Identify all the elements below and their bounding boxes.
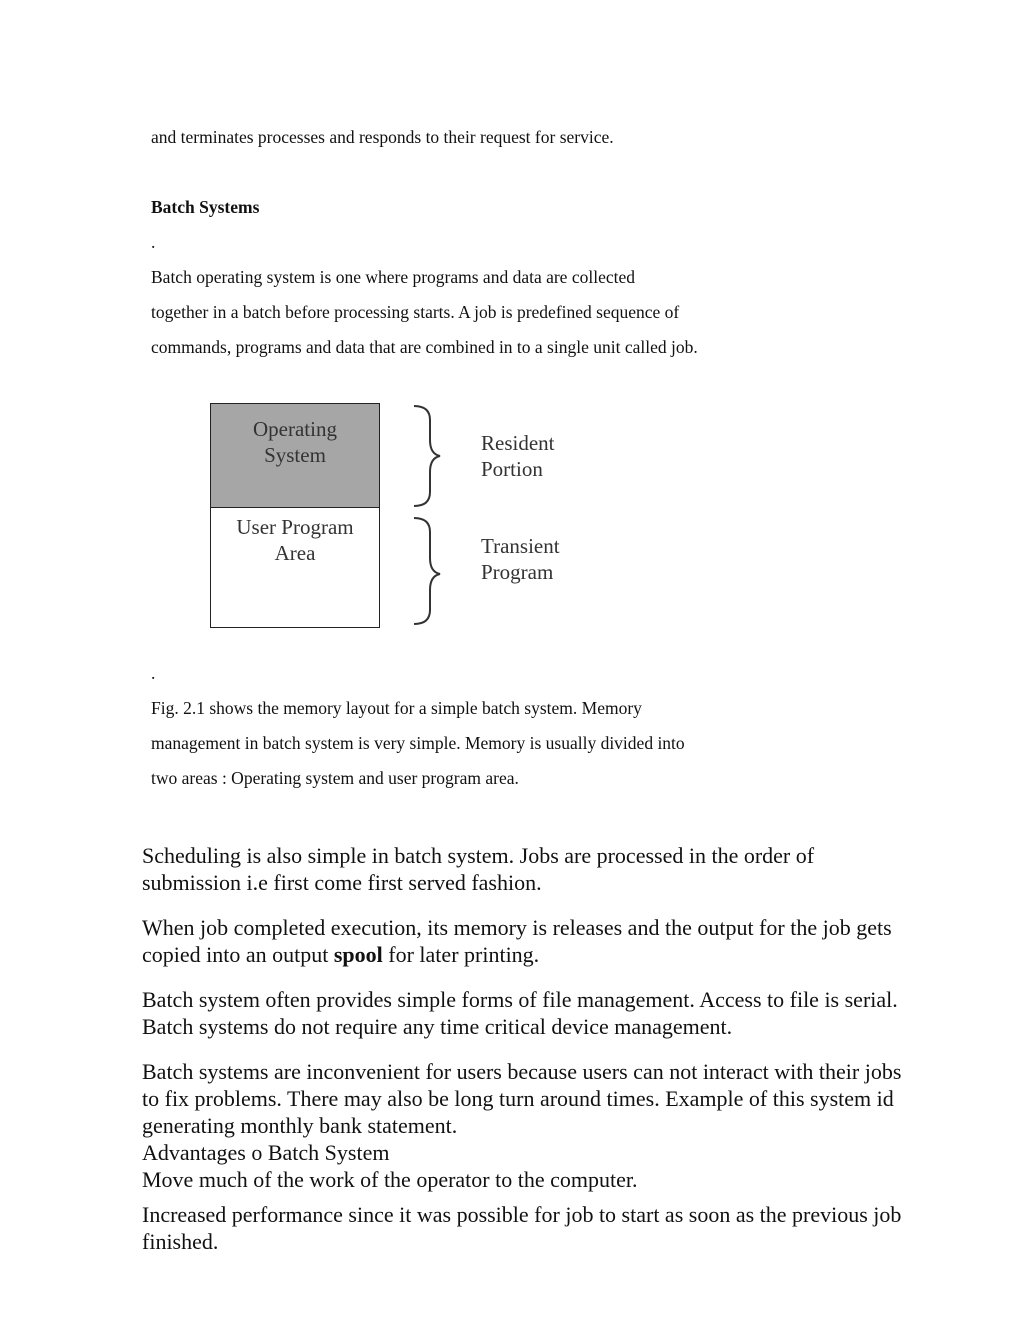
dot-separator: . xyxy=(151,663,156,683)
memory-layout-diagram xyxy=(205,398,585,636)
brace-icons xyxy=(410,398,450,636)
operating-system-label: Operating System xyxy=(253,417,337,467)
paragraph-line: Batch operating system is one where programs and data are collected xyxy=(151,267,635,287)
dot-separator: . xyxy=(151,232,156,252)
figure-description-line: Fig. 2.1 shows the memory layout for a simple batch system. Memory xyxy=(151,698,642,718)
inconvenience-paragraph: Batch systems are inconvenient for users because users can not interact with their jobs to fix problems. There may also be long turn around times. Example of this system id generating monthly bank statement. xyxy=(142,1059,902,1138)
file-management-paragraph: Batch system often provides simple forms of file management. Access to file is serial. Batch systems do not require any time critical device management. xyxy=(142,987,898,1039)
advantages-heading: Advantages o Batch System xyxy=(142,1140,390,1165)
user-program-area-block xyxy=(210,507,380,628)
figure-description-line: management in batch system is very simple. Memory is usually divided into xyxy=(151,733,685,753)
transient-program-label: Transient Program xyxy=(481,534,560,584)
transient-brace-icon xyxy=(414,518,440,624)
operating-system-block xyxy=(210,403,380,507)
scheduling-paragraph: Scheduling is also simple in batch system. Jobs are processed in the order of submission i.e first come first served fashion. xyxy=(142,843,815,895)
paragraph-line: together in a batch before processing starts. A job is predefined sequence of xyxy=(151,302,680,322)
advantage-item: Move much of the work of the operator to the computer. xyxy=(142,1167,638,1192)
figure-description-line: two areas : Operating system and user program area. xyxy=(151,768,519,788)
spool-paragraph xyxy=(142,914,902,968)
spool-term: spool xyxy=(333,942,383,967)
spool-text-after: for later printing. xyxy=(382,942,540,967)
spool-text-before: When job completed execution, its memory is releases and the output for the job gets copied into an output xyxy=(142,915,892,967)
resident-portion-label: Resident Portion xyxy=(481,431,555,481)
paragraph-line: commands, programs and data that are combined in to a single unit called job. xyxy=(151,337,698,357)
user-program-area-label: User Program Area xyxy=(236,515,354,565)
resident-brace-icon xyxy=(414,406,440,506)
intro-line: and terminates processes and responds to their request for service. xyxy=(151,127,614,147)
advantage-item: Increased performance since it was possible for job to start as soon as the previous job finished. xyxy=(142,1202,902,1254)
section-heading: Batch Systems xyxy=(151,197,260,217)
